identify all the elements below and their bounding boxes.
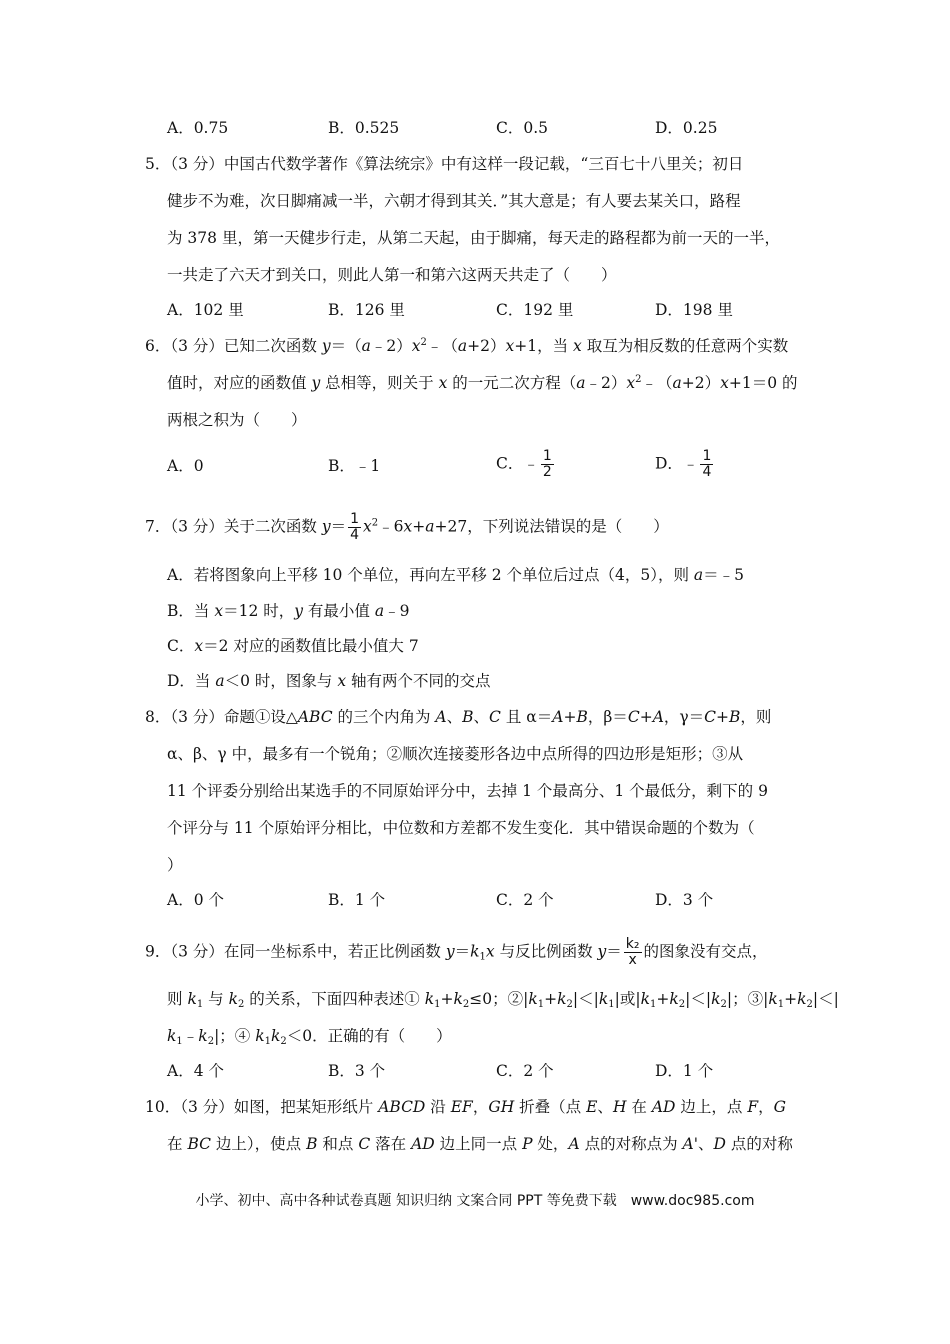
q8-line-5: ） [167,856,183,874]
q7-option-d: D．当 a＜0 时，图象与 x 轴有两个不同的交点 [167,672,491,690]
q5-option-a: A．102 里 [167,301,244,319]
q8-option-a: A．0 个 [167,891,224,909]
q6-option-a: A．0 [167,457,204,475]
q6-line-1: 6．（3 分）已知二次函数 $y=(a﹣2)x^2﹣(a+2)x+1$，当 x 取互为相反数的任意两个实数 [145,337,789,355]
q8-option-d: D．3 个 [655,891,714,909]
q7-option-b: B．当 x＝12 时，y 有最小值 a﹣9 [167,602,410,620]
q7-option-c: C．x＝2 对应的函数值比最小值大 7 [167,637,419,655]
q9-fraction: $\frac{\text{k₂}}{x}$ [625,936,640,968]
q6-option-c-fraction: $\frac{1}{2}$ [542,448,552,480]
q6-option-d-label: D．﹣ [655,454,699,473]
q5-option-c: C．192 里 [496,301,574,319]
q5-option-d: D．198 里 [655,301,733,319]
q6-line-3: 两根之积为（ ） [167,411,307,429]
q8-options [0,889,950,911]
q5-line-3: 为 378 里，第一天健步行走，从第二天起，由于脚痛，每天走的路程都为前一天的一半， [167,229,780,247]
q9-option-a: A．4 个 [167,1062,224,1080]
q8-line-2: α、β、γ 中，最多有一个锐角；②顺次连接菱形各边中点所得的四边形是矩形；③从 [167,745,744,763]
q9-options [0,1060,950,1082]
q5-option-b: B．126 里 [328,301,405,319]
q4-option-d: D．0.25 [655,119,718,137]
q7-fraction: $\frac{1}{4}$ [350,511,360,543]
q6-option-d-fraction: $\frac{1}{4}$ [702,448,712,480]
q8-line-3: 11 个评委分别给出某选手的不同原始评分中，去掉 1 个最高分、1 个最低分，剩下的 9 [167,782,768,800]
q5-line-2: 健步不为难，次日脚痛减一半，六朝才得到其关．”其大意是；有人要去某关口，路程 [167,192,741,210]
q8-option-c: C．2 个 [496,891,554,909]
q5-line-1: 5．（3 分）中国古代数学著作《算法统宗》中有这样一段记载，“三百七十八里关；初日 [145,155,744,173]
q5-options [0,299,950,321]
q6-option-c [496,449,556,480]
page-footer: 小学、初中、高中各种试卷真题 知识归纳 文案合同 PPT 等免费下载 www.doc985.com [195,1193,755,1209]
q9-option-c: C．2 个 [496,1062,554,1080]
q8-line-1: 8．（3 分）命题①设△ABC 的三个内角为 A、B、C 且 α＝A+B，β＝C+A，γ＝C+B，则 [145,708,772,726]
q6-option-b: B．﹣1 [328,457,381,475]
q7-stem: 7．（3 分）关于二次函数 y＝ $\frac{1}{4}$ $x^2﹣6x+a+27$，下列说法错误的是（ ） [145,511,669,543]
q10-line-2: 在 BC 边上），使点 B 和点 C 落在 AD 边上同一点 P 处，A 点的对称点为 A'、D 点的对称 [167,1135,793,1153]
q7-option-a: A．若将图象向上平移 10 个单位，再向左平移 2 个单位后过点（4，5），则 a＝﹣5 [167,566,745,584]
q4-option-b: B．0.525 [328,119,400,137]
q9-line-3: $k_1﹣k_2|$；④ $k_1k_2<0$．正确的有（ ） [167,1027,452,1047]
q6-option-d [655,449,715,480]
q5-line-4: 一共走了六天才到关口，则此人第一和第六这两天共走了（ ） [167,266,617,284]
q4-options [0,117,950,139]
q8-option-b: B．1 个 [328,891,386,909]
q4-option-a: A．0.75 [167,119,229,137]
q9-line-1: 9．（3 分）在同一坐标系中，若正比例函数 $y=k_1x$ 与反比例函数 y＝ $\frac{\text{k₂}}{x}$ 的图象没有交点， [145,936,768,968]
q9-option-b: B．3 个 [328,1062,386,1080]
q8-line-4: 个评分与 11 个原始评分相比，中位数和方差都不发生变化．其中错误命题的个数为（ [167,819,755,837]
q6-option-c-label: C．﹣ [496,454,539,473]
q9-option-d: D．1 个 [655,1062,714,1080]
q6-line-2: 值时，对应的函数值 y 总相等，则关于 x 的一元二次方程$(a﹣2)x^2﹣(a+2)x+1=0$ 的 [167,374,798,392]
q4-option-c: C．0.5 [496,119,549,137]
q9-line-2: 则 $k_1$ 与 $k_2$ 的关系，下面四种表述① $k_1+k_2\le 0$；$②|k_1+k_2|<|k_1|$或$|k_1+k_2|<|k_2|$；$③|k_1+k_2|<|$ [167,990,839,1010]
q10-line-1: 10．（3 分）如图，把某矩形纸片 ABCD 沿 EF，GH 折叠（点 E、H 在 AD 边上，点 F，G [145,1098,786,1116]
